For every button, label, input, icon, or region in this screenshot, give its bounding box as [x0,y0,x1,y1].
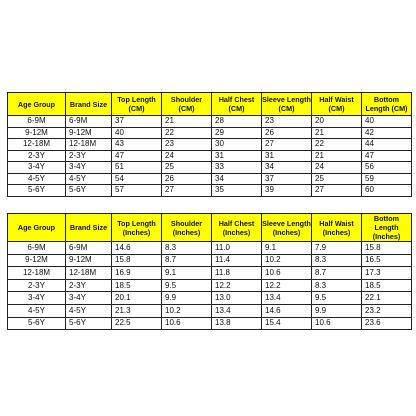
table-row [8,162,412,174]
column-header: Shoulder (Inches) [162,214,212,242]
table-cell: 10.6 [262,267,312,280]
column-header: Half Chest (CM) [212,93,262,116]
table-cell: 18.5 [112,279,162,292]
size-table-inches [7,213,412,330]
table-cell: 56 [362,162,412,174]
table-cell: 40 [362,116,412,128]
table-cell: 14.6 [112,242,162,255]
table-cell: 23.6 [362,317,412,330]
table-cell: 11.4 [212,254,262,267]
table-cell: 10.6 [312,317,362,330]
table-row [8,292,412,305]
table-cell: 2-3Y [66,150,112,162]
table-cell: 23 [162,139,212,151]
table-cell: 15.4 [262,317,312,330]
table-cell: 4-5Y [8,173,66,185]
table-cell: 22 [312,139,362,151]
table-cell: 11.8 [212,267,262,280]
table-cell: 31 [212,150,262,162]
table-cell: 8.7 [312,267,362,280]
table-cell: 26 [162,173,212,185]
table-cell: 20.1 [112,292,162,305]
table-cell: 24 [162,150,212,162]
table-cell: 9.5 [162,279,212,292]
table-cell: 3-4Y [66,162,112,174]
table-cell: 9-12M [66,127,112,139]
table-cell: 21.3 [112,304,162,317]
table-cell: 15.8 [362,242,412,255]
column-header: Brand Size [66,93,112,116]
header-row [8,214,412,242]
table-cell: 8.3 [312,254,362,267]
table-cell: 5-6Y [66,185,112,197]
table-cell: 60 [362,185,412,197]
table-cell: 6-9M [8,242,66,255]
table-cell: 22 [162,127,212,139]
table-cell: 23.2 [362,304,412,317]
table-cell: 10.2 [162,304,212,317]
column-header: Shoulder (CM) [162,93,212,116]
table-cell: 21 [312,150,362,162]
table-cell: 9-12M [66,254,112,267]
table-cell: 17.3 [362,267,412,280]
table-cell: 12-18M [66,139,112,151]
table-row [8,116,412,128]
table-cell: 18.5 [362,279,412,292]
table-cell: 26 [262,127,312,139]
table-cell: 3-4Y [8,162,66,174]
header-row [8,93,412,116]
table-cell: 7.9 [312,242,362,255]
table-cell: 25 [162,162,212,174]
table-row [8,279,412,292]
table-cell: 9.1 [162,267,212,280]
table-cell: 27 [312,185,362,197]
table-cell: 8.3 [312,279,362,292]
table-cell: 24 [312,162,362,174]
table-cell: 12-18M [66,267,112,280]
table-cell: 9-12M [8,127,66,139]
table-row [8,242,412,255]
table-cell: 6-9M [66,116,112,128]
table-cell: 2-3Y [66,279,112,292]
column-header: Sleeve Length (CM) [262,93,312,116]
table-cell: 44 [362,139,412,151]
column-header: Bottom Length (Inches) [362,214,412,242]
table-row [8,150,412,162]
column-header: Age Group [8,214,66,242]
table-cell: 4-5Y [66,304,112,317]
table-cell: 9.9 [312,304,362,317]
table-cell: 5-6Y [8,185,66,197]
table-cell: 13.4 [212,304,262,317]
table-cell: 6-9M [66,242,112,255]
table-cell: 47 [362,150,412,162]
table-cell: 16.9 [112,267,162,280]
table-cell: 2-3Y [8,150,66,162]
size-chart-sheet [7,0,411,416]
table-cell: 34 [262,162,312,174]
table-row [8,127,412,139]
table-cell: 22.1 [362,292,412,305]
table-cell: 34 [212,173,262,185]
table-cell: 3-4Y [66,292,112,305]
table-cell: 10.6 [162,317,212,330]
table-cell: 20 [312,116,362,128]
table-cell: 39 [262,185,312,197]
table-cell: 42 [362,127,412,139]
table-cell: 37 [112,116,162,128]
table-cell: 27 [262,139,312,151]
table-cell: 51 [112,162,162,174]
table-cell: 16.5 [362,254,412,267]
table-cell: 57 [112,185,162,197]
table-cell: 10.2 [262,254,312,267]
table-row [8,185,412,197]
table-cell: 8.7 [162,254,212,267]
size-table-cm [7,92,412,197]
table-row [8,254,412,267]
table-cell: 12-18M [8,267,66,280]
table-cell: 35 [212,185,262,197]
table-cell: 12-18M [8,139,66,151]
table-cell: 15.8 [112,254,162,267]
table-cell: 21 [162,116,212,128]
column-header: Half Waist (Inches) [312,214,362,242]
table-cell: 59 [362,173,412,185]
table-cell: 23 [262,116,312,128]
column-header: Brand Size [66,214,112,242]
table-cell: 37 [262,173,312,185]
table-cell: 14.6 [262,304,312,317]
table-cell: 27 [162,185,212,197]
column-header: Top Length (Inches) [112,214,162,242]
table-cell: 3-4Y [8,292,66,305]
column-header: Bottom Length (CM) [362,93,412,116]
table-cell: 9-12M [8,254,66,267]
table-row [8,267,412,280]
column-header: Age Group [8,93,66,116]
column-header: Top Length (CM) [112,93,162,116]
table-cell: 9.1 [262,242,312,255]
table-cell: 2-3Y [8,279,66,292]
table-cell: 6-9M [8,116,66,128]
table-cell: 22.5 [112,317,162,330]
table-cell: 13.0 [212,292,262,305]
table-row [8,139,412,151]
table-cell: 5-6Y [66,317,112,330]
table-cell: 31 [262,150,312,162]
table-cell: 4-5Y [66,173,112,185]
table-row [8,304,412,317]
table-row [8,317,412,330]
table-cell: 33 [212,162,262,174]
table-cell: 9.9 [162,292,212,305]
table-row [8,173,412,185]
table-cell: 12.2 [212,279,262,292]
column-header: Half Waist (CM) [312,93,362,116]
table-cell: 4-5Y [8,304,66,317]
table-cell: 8.3 [162,242,212,255]
table-cell: 5-6Y [8,317,66,330]
table-cell: 12.2 [262,279,312,292]
table-cell: 13.8 [212,317,262,330]
table-cell: 54 [112,173,162,185]
table-cell: 30 [212,139,262,151]
table-cell: 29 [212,127,262,139]
table-cell: 9.5 [312,292,362,305]
table-cell: 25 [312,173,362,185]
table-cell: 11.0 [212,242,262,255]
column-header: Sleeve Length (Inches) [262,214,312,242]
table-cell: 47 [112,150,162,162]
table-cell: 40 [112,127,162,139]
table-cell: 21 [312,127,362,139]
column-header: Half Chest (Inches) [212,214,262,242]
table-cell: 13.4 [262,292,312,305]
table-cell: 28 [212,116,262,128]
table-cell: 43 [112,139,162,151]
